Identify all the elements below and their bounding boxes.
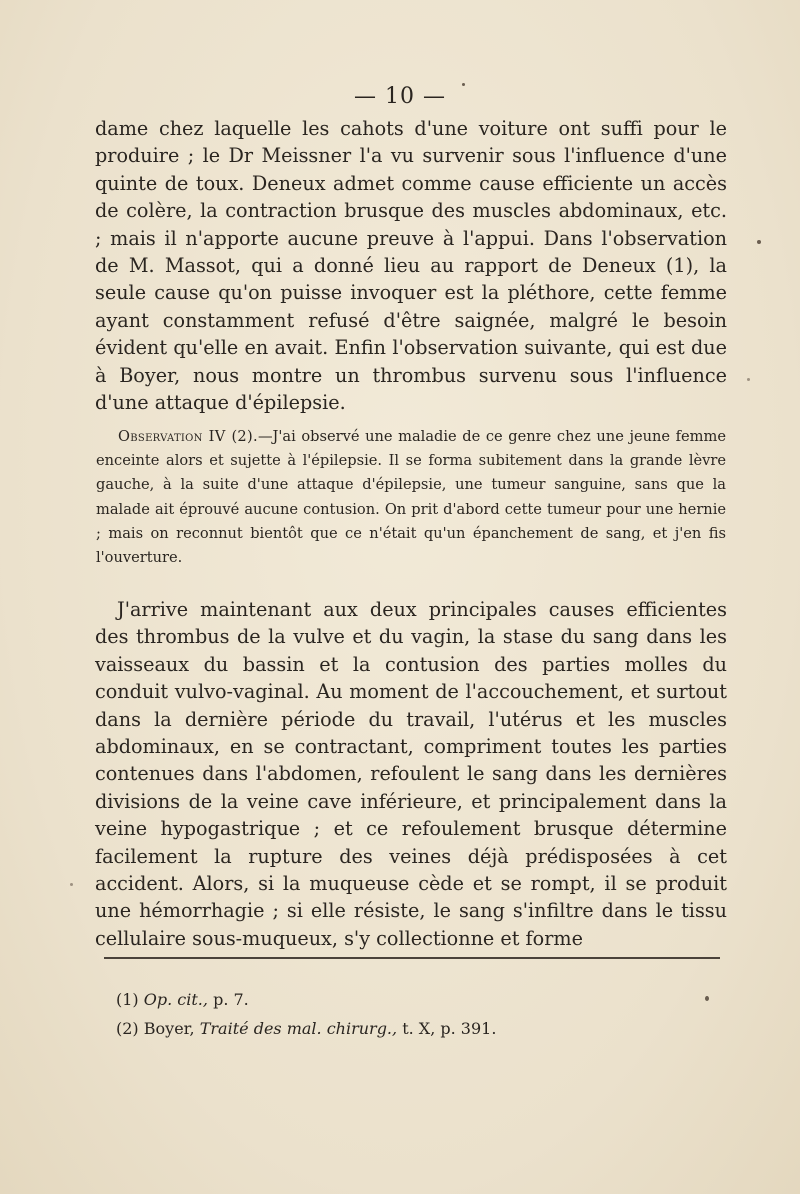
footnote-author: Boyer, bbox=[143, 1019, 200, 1038]
paragraph-1: dame chez laquelle les cahots d'une voiture ont suffi pour le produire ; le Dr Meissner l'a vu survenir sous l'influence d'une quinte de toux. Deneux admet comme cause efficiente un accès de colère, la contraction brusque des muscles abdominaux, etc. ; mais il n'apporte aucune preuve à l'appui. Dans l'observation de M. Massot, qui a donné lieu au rapport de Deneux (1), la seule cause qu'on puisse invoquer est la pléthore, cette femme ayant constamment refusé d'être saignée, malgré le besoin évident qu'elle en avait. Enfin l'observation suivante, qui est due à Boyer, nous montre un thrombus survenu sous l'influence d'une attaque d'épilepsie. bbox=[95, 117, 727, 415]
footnote-1 bbox=[116, 985, 716, 1014]
footnote-2 bbox=[116, 1014, 716, 1043]
footnote-rest: p. 7. bbox=[207, 990, 249, 1009]
paper-speck bbox=[757, 240, 761, 244]
footnote-mark: (1) bbox=[116, 990, 139, 1009]
observation-title: Observation IV (2). bbox=[118, 428, 258, 445]
paragraph-2 bbox=[95, 596, 727, 952]
footnote-source: Traité des mal. chirurg., bbox=[199, 1019, 398, 1038]
footnote-rest: t. X, p. 391. bbox=[397, 1019, 497, 1038]
observation-text: —J'ai observé une maladie de ce genre chez une jeune femme enceinte alors et sujette à l'épilepsie. Il se forma subitement dans la grande lèvre gauche, à la suite d'une attaque d'épilepsie, une tumeur sanguine, sans que la malade ait éprouvé aucune contusion. On prit d'abord cette tumeur pour une hernie ; mais on reconnut bientôt que ce n'était qu'un épanchement de sang, et j'en fis l'ouverture. bbox=[96, 428, 726, 567]
paper-speck bbox=[705, 996, 709, 1001]
footnote-divider bbox=[104, 957, 720, 959]
paper-speck bbox=[70, 883, 73, 886]
footnote-source: Op. cit., bbox=[143, 990, 208, 1009]
paper-speck bbox=[462, 83, 465, 86]
page-number: — 10 — bbox=[354, 84, 446, 109]
observation-block bbox=[96, 425, 726, 570]
footnotes bbox=[116, 985, 716, 1043]
paper-speck bbox=[747, 378, 750, 381]
paragraph-2-text: J'arrive maintenant aux deux principales causes efficientes des thrombus de la vulve et du vagin, la stase du sang dans les vaisseaux du bassin et la contusion des parties molles du conduit vulvo-vaginal. Au moment de l'accouchement, et surtout dans la dernière période du travail, l'utérus et les muscles abdominaux, en se contractant, compriment toutes les parties contenues dans l'abdomen, refoulent le sang dans les dernières divisions de la veine cave inférieure, et principalement dans la veine hypogastrique ; et ce refoulement brusque détermine facilement la rupture des veines déjà prédisposées à cet accident. Alors, si la muqueuse cède et se rompt, il se produit une hémorrhagie ; si elle résiste, le sang s'infiltre dans le tissu cellulaire sous-muqueux, s'y collectionne et forme bbox=[95, 598, 727, 950]
footnote-mark: (2) bbox=[116, 1019, 139, 1038]
